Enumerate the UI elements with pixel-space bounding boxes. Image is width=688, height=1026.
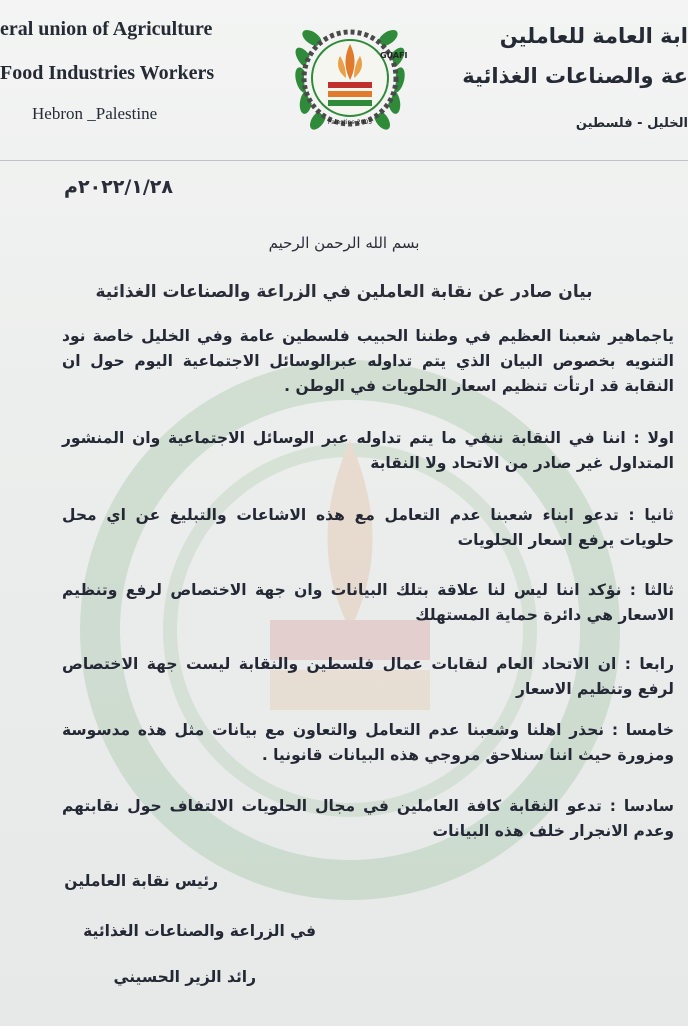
point-first: اولا : اننا في النقابة ننفي ما يتم تداوله عبر الوسائل الاجتماعية وان المنشور المتداول غير صادر من الاتحاد ولا النقابة (62, 429, 674, 472)
signature-name: رائد الزير الحسيني (113, 968, 256, 986)
letterhead-en-location: Hebron _Palestine (32, 104, 158, 123)
intro-paragraph: ياجماهير شعبنا العظيم في وطننا الحبيب فلسطين عامة وفي الخليل خاصة نود التنويه بخصوص البيان الذي يتم تداوله عبرالوسائل الاجتماعية اليوم حول ان النقابة قد ارتأت تنظيم اسعار الحلويات في الوطن . (62, 327, 674, 395)
letter-date: ٢٠٢٢/١/٢٨م (64, 176, 173, 198)
point-second: ثانيا : تدعو ابناء شعبنا عدم التعامل مع هذه الاشاعات والتبليغ عن اي محل حلويات يرفع اسعار الحلويات (62, 506, 674, 549)
point-fifth: خامسا : نحذر اهلنا وشعبنا عدم التعامل والتعاون مع بيانات مثل هذه مدسوسة ومزورة حيث اننا سنلاحق مروجي هذه البيانات قانونيا . (62, 721, 674, 764)
signature-organization: في الزراعة والصناعات الغذائية (83, 922, 316, 940)
logo-year: Palestine 2005 (327, 119, 373, 126)
letterhead-ar-line2: عة والصناعات الغذائية (462, 64, 688, 88)
logo-lettering: GUAFI (380, 51, 408, 60)
letterhead-ar-location: الخليل - فلسطين (575, 116, 688, 131)
letterhead-en-line2: Food Industries Workers (0, 62, 215, 84)
letterhead-en-line1: eral union of Agriculture (0, 18, 213, 40)
point-third: ثالثا : نؤكد اننا ليس لنا علاقة بتلك البيانات وان جهة الاختصاص لرفع وتنظيم الاسعار هي دائرة حماية المستهلك (62, 581, 674, 624)
basmala: بسم الله الرحمن الرحيم (268, 234, 420, 252)
statement-title: بيان صادر عن نقابة العاملين في الزراعة والصناعات الغذائية (95, 282, 593, 302)
union-logo (282, 10, 418, 146)
point-fourth: رابعا : ان الاتحاد العام لنقابات عمال فلسطين والنقابة ليست جهة الاختصاص لرفع وتنظيم الاسعار (62, 655, 674, 698)
letterhead-divider (0, 160, 688, 161)
signature-title: رئيس نقابة العاملين (64, 872, 218, 890)
point-sixth: سادسا : تدعو النقابة كافة العاملين في مجال الحلويات الالتفاف حول نقابتهم وعدم الانجرار خلف هذه البيانات (62, 797, 674, 840)
letterhead-ar-line1: ابة العامة للعاملين (499, 24, 688, 48)
